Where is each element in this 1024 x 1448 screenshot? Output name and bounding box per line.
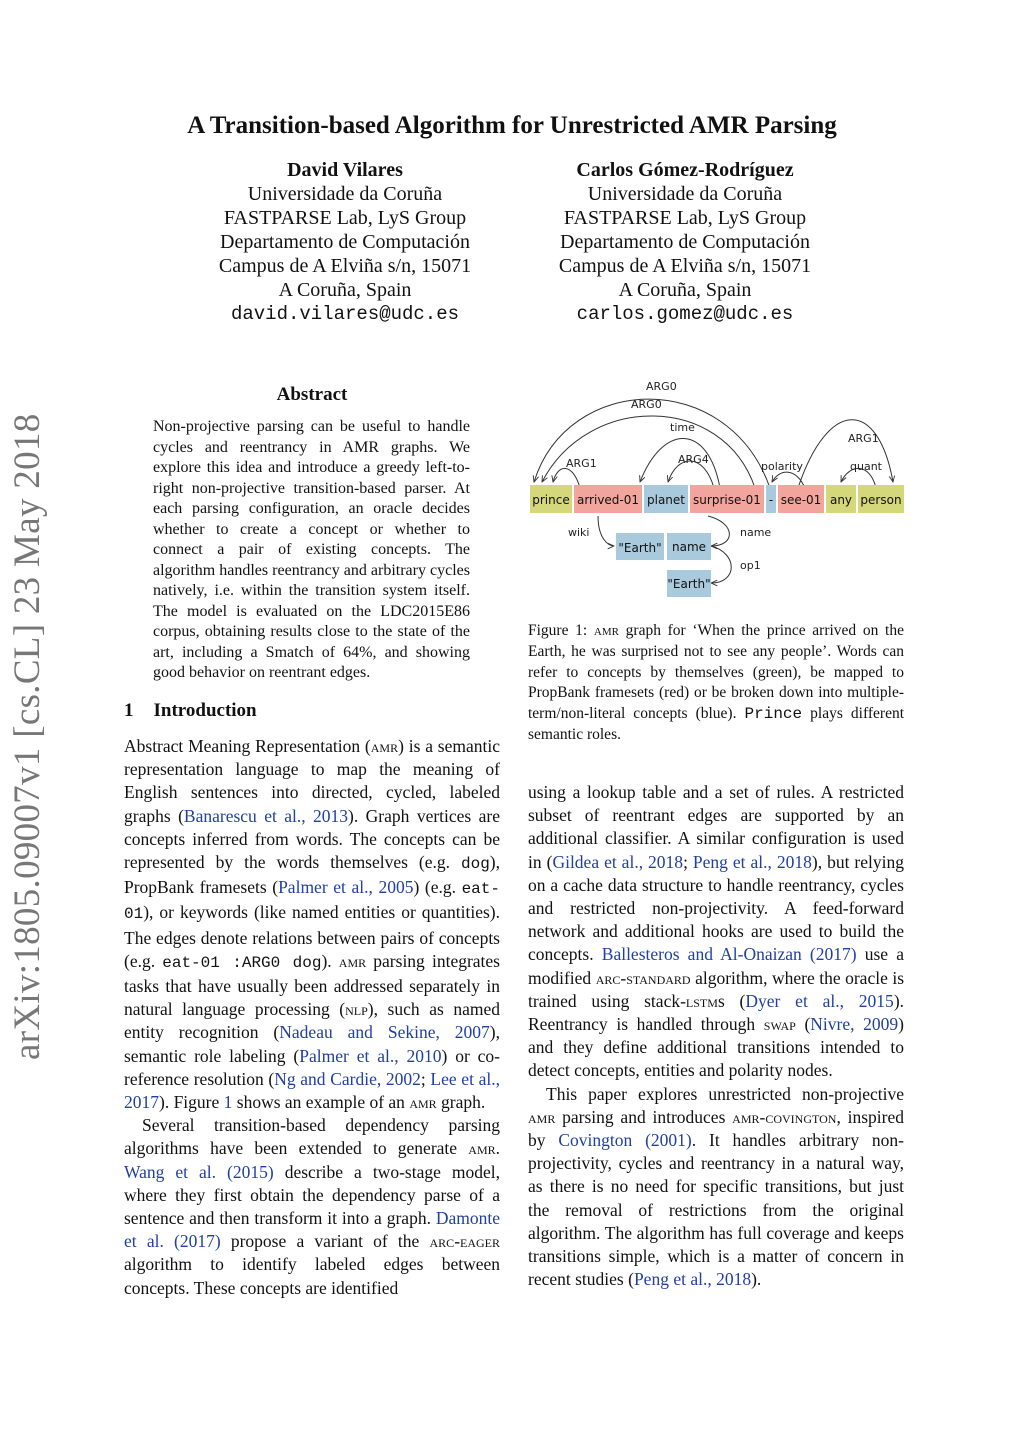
- acronym: amr: [528, 1106, 556, 1127]
- citation-link[interactable]: Ballesteros and Al-Onaizan (2017): [601, 944, 857, 965]
- svg-text:name: name: [671, 540, 707, 554]
- acronym: amr-covington: [732, 1106, 837, 1127]
- acronym: lstm: [685, 990, 718, 1011]
- acronym: amr: [468, 1138, 496, 1159]
- citation-link[interactable]: Gildea et al., 2018: [552, 851, 684, 872]
- citation-link[interactable]: Peng et al., 2018: [692, 851, 812, 872]
- section-title: Introduction: [153, 700, 257, 721]
- author-affiliation: Departamento de Computación: [220, 231, 470, 253]
- paragraph: using a lookup table and a set of rules. A restricted subset of reentrant edges are supported by an additional classifier. A similar configuration is used in (Gildea et al., 2018; Peng et al., 2018), but relying on a cache data structure to handle reentrancy, cycles and restricted non-projectivity. A feed-forward network and additional hooks are used to build the concepts. Ballesteros and Al-Onaizan (2017) use a modified arc-standard algorithm, where the oracle is trained using stack-lstms (Dyer et al., 2015). Reentrancy is handled through swap (Nivre, 2009) and they define additional transitions intended to detect concepts, entities and polarity nodes.: [528, 782, 905, 1081]
- figure-caption: Figure 1: amr graph for ‘When the prince arrived on the Earth, he was surprised not to see any people’. Words can refer to concepts by themselves (green), be mapped to PropBank framesets (red) or be broken down into multiple-term/non-literal concepts (blue). Prince plays different semantic roles.: [528, 622, 905, 743]
- section-heading: [124, 700, 277, 722]
- citation-link[interactable]: Nivre, 2009: [810, 1014, 899, 1035]
- code-term: eat-01: [124, 880, 500, 924]
- acronym: arc-standard: [595, 967, 691, 988]
- svg-text:arrived-01: arrived-01: [576, 493, 640, 507]
- svg-text:-: -: [768, 493, 774, 507]
- citation-link[interactable]: Ng and Cardie, 2002: [274, 1068, 421, 1089]
- paragraph: Abstract Meaning Representation (amr) is a semantic representation language to map the meaning of English sentences into directed, cycled, labeled graphs (Banarescu et al., 2013). Graph vertices are concepts inferred from words. The concepts can be represented by the words themselves (e.g. dog), PropBank framesets (Palmer et al., 2005) (e.g. eat-01), or keywords (like named entities or quantities). The edges denote relations between pairs of concepts (e.g. eat-01 :ARG0 dog). amr parsing integrates tasks that have usually been addressed separately in natural language processing (nlp), such as named entity recognition (Nadeau and Sekine, 2007), semantic role labeling (Palmer et al., 2010) or co-reference resolution (Ng and Cardie, 2002; Lee et al., 2017). Figure 1 shows an example of an amr graph.: [124, 736, 501, 1113]
- concept-node-surprise: [690, 485, 764, 513]
- concept-node-planet: [644, 485, 688, 513]
- edge-label: quant: [850, 460, 882, 473]
- concept-node-see: [778, 485, 824, 513]
- citation-link[interactable]: Lee et al., 2017: [124, 1068, 500, 1113]
- paragraph: Several transition-based dependency parsing algorithms have been extended to generate amr. Wang et al. (2015) describe a two-stage model, where they first obtain the dependency parse of a sentence and then transform it into a graph. Damonte et al. (2017) propose a variant of the arc-eager algorithm to identify labeled edges between concepts. These concepts are identified: [124, 1115, 501, 1298]
- citation-link[interactable]: Banarescu et al., 2013: [183, 805, 349, 826]
- concept-node-negation: [766, 485, 776, 513]
- section-number: 1: [124, 700, 134, 721]
- edge-label: ARG4: [678, 453, 709, 466]
- citation-link[interactable]: Nadeau and Sekine, 2007: [279, 1022, 490, 1043]
- paper-title: A Transition-based Algorithm for Unrestricted AMR Parsing: [187, 112, 837, 139]
- concept-node-earth-wiki: [616, 533, 664, 560]
- author-name: David Vilares: [287, 159, 403, 181]
- acronym: amr: [409, 1092, 437, 1113]
- citation-link[interactable]: Damonte et al. (2017): [124, 1208, 500, 1252]
- paragraph: This paper explores unrestricted non-projective amr parsing and introduces amr-covington, inspired by Covington (2001). It handles arbitrary non-projectivity, cycles and reentrancy in a natural way, as there is no need for specific transitions, but just the removal of restrictions from the original algorithm. The algorithm has full coverage and keeps transitions simple, which is a matter of concern in recent studies (Peng et al., 2018).: [528, 1083, 905, 1290]
- acronym: swap: [763, 1014, 796, 1035]
- abstract-body: Non-projective parsing can be useful to handle cycles and reentrancy in AMR graphs. We explore this idea and introduce a greedy left-to-right non-projective transition-based parser. At each parsing configuration, an oracle decides whether to create a concept or whether to connect a pair of existing concepts. The algorithm handles reentrancy and arbitrary cycles natively, i.e. within the transition system itself. The model is evaluated on the LDC2015E86 corpus, obtaining results close to the state of the art, including a Smatch of 64%, and showing good behavior on reentrant edges.: [153, 418, 470, 681]
- citation-link[interactable]: Covington (2001): [558, 1130, 692, 1151]
- author-affiliation: A Coruña, Spain: [278, 279, 412, 301]
- concept-node-arrived: [574, 485, 642, 513]
- concept-node-any: [826, 485, 856, 513]
- author-affiliation: Campus de A Elviña s/n, 15071: [218, 255, 472, 277]
- author-email: david.vilares@udc.es: [230, 303, 460, 325]
- concept-node-earth-op: [667, 570, 711, 597]
- edge-label: ARG1: [566, 457, 597, 470]
- citation-link[interactable]: Wang et al. (2015): [124, 1161, 274, 1182]
- svg-text:prince: prince: [532, 493, 570, 507]
- code-term: dog: [460, 855, 490, 874]
- arxiv-identifier: arXiv:1805.09007v1 [cs.CL] 23 May 2018: [7, 413, 48, 1060]
- edge-label: op1: [740, 559, 761, 572]
- edge-arg1-right: [798, 420, 893, 488]
- intro-column-left: [124, 735, 500, 1300]
- edge-arg0-top: [534, 399, 770, 488]
- author-affiliation: FASTPARSE Lab, LyS Group: [223, 207, 467, 229]
- author-block-2: [515, 158, 855, 326]
- author-email: carlos.gomez@udc.es: [576, 303, 794, 325]
- acronym: nlp: [345, 999, 368, 1020]
- svg-text:any: any: [829, 493, 853, 507]
- edge-wiki: [598, 516, 614, 546]
- acronym: arc-eager: [429, 1231, 501, 1252]
- author-affiliation: Universidade da Coruña: [247, 183, 443, 205]
- svg-text:see-01: see-01: [780, 493, 822, 507]
- svg-text:person: person: [860, 493, 902, 507]
- amr-graph-figure: [528, 378, 908, 608]
- author-affiliation: Campus de A Elviña s/n, 15071: [558, 255, 812, 277]
- svg-text:planet: planet: [647, 493, 685, 507]
- edge-label: ARG1: [848, 432, 879, 445]
- concept-node-person: [858, 485, 904, 513]
- author-affiliation: A Coruña, Spain: [618, 279, 752, 301]
- author-name: Carlos Gómez-Rodríguez: [576, 159, 794, 181]
- edge-label: name: [740, 526, 772, 539]
- citation-link[interactable]: 1: [223, 1092, 233, 1113]
- citation-link[interactable]: Palmer et al., 2005: [278, 877, 414, 898]
- edge-label: time: [670, 421, 695, 434]
- abstract-heading: Abstract: [276, 384, 348, 405]
- acronym: amr: [593, 622, 619, 639]
- edge-name: [708, 516, 729, 546]
- acronym: amr: [370, 736, 399, 756]
- code-term: Prince: [744, 705, 803, 724]
- author-affiliation: FASTPARSE Lab, LyS Group: [563, 207, 807, 229]
- edge-label: polarity: [761, 460, 803, 473]
- edge-label: ARG0: [631, 398, 662, 411]
- edge-label: ARG0: [646, 380, 677, 393]
- acronym: amr: [338, 950, 367, 971]
- author-affiliation: Universidade da Coruña: [587, 183, 783, 205]
- edge-label: wiki: [568, 526, 590, 539]
- svg-text:"Earth": "Earth": [618, 541, 662, 555]
- concept-node-prince: [530, 485, 572, 513]
- code-term: eat-01 :ARG0 dog: [162, 953, 322, 972]
- svg-text:"Earth": "Earth": [667, 577, 711, 591]
- concept-node-name: [667, 533, 711, 560]
- intro-column-right: [528, 781, 904, 1291]
- edge-op1: [711, 546, 731, 583]
- citation-link[interactable]: Palmer et al., 2010: [299, 1045, 442, 1066]
- svg-text:surprise-01: surprise-01: [693, 493, 761, 507]
- author-block-1: [175, 158, 515, 326]
- edge-arg0-mid: [542, 416, 755, 488]
- citation-link[interactable]: Dyer et al., 2015: [745, 990, 894, 1011]
- citation-link[interactable]: Peng et al., 2018: [633, 1269, 752, 1290]
- author-affiliation: Departamento de Computación: [560, 231, 810, 253]
